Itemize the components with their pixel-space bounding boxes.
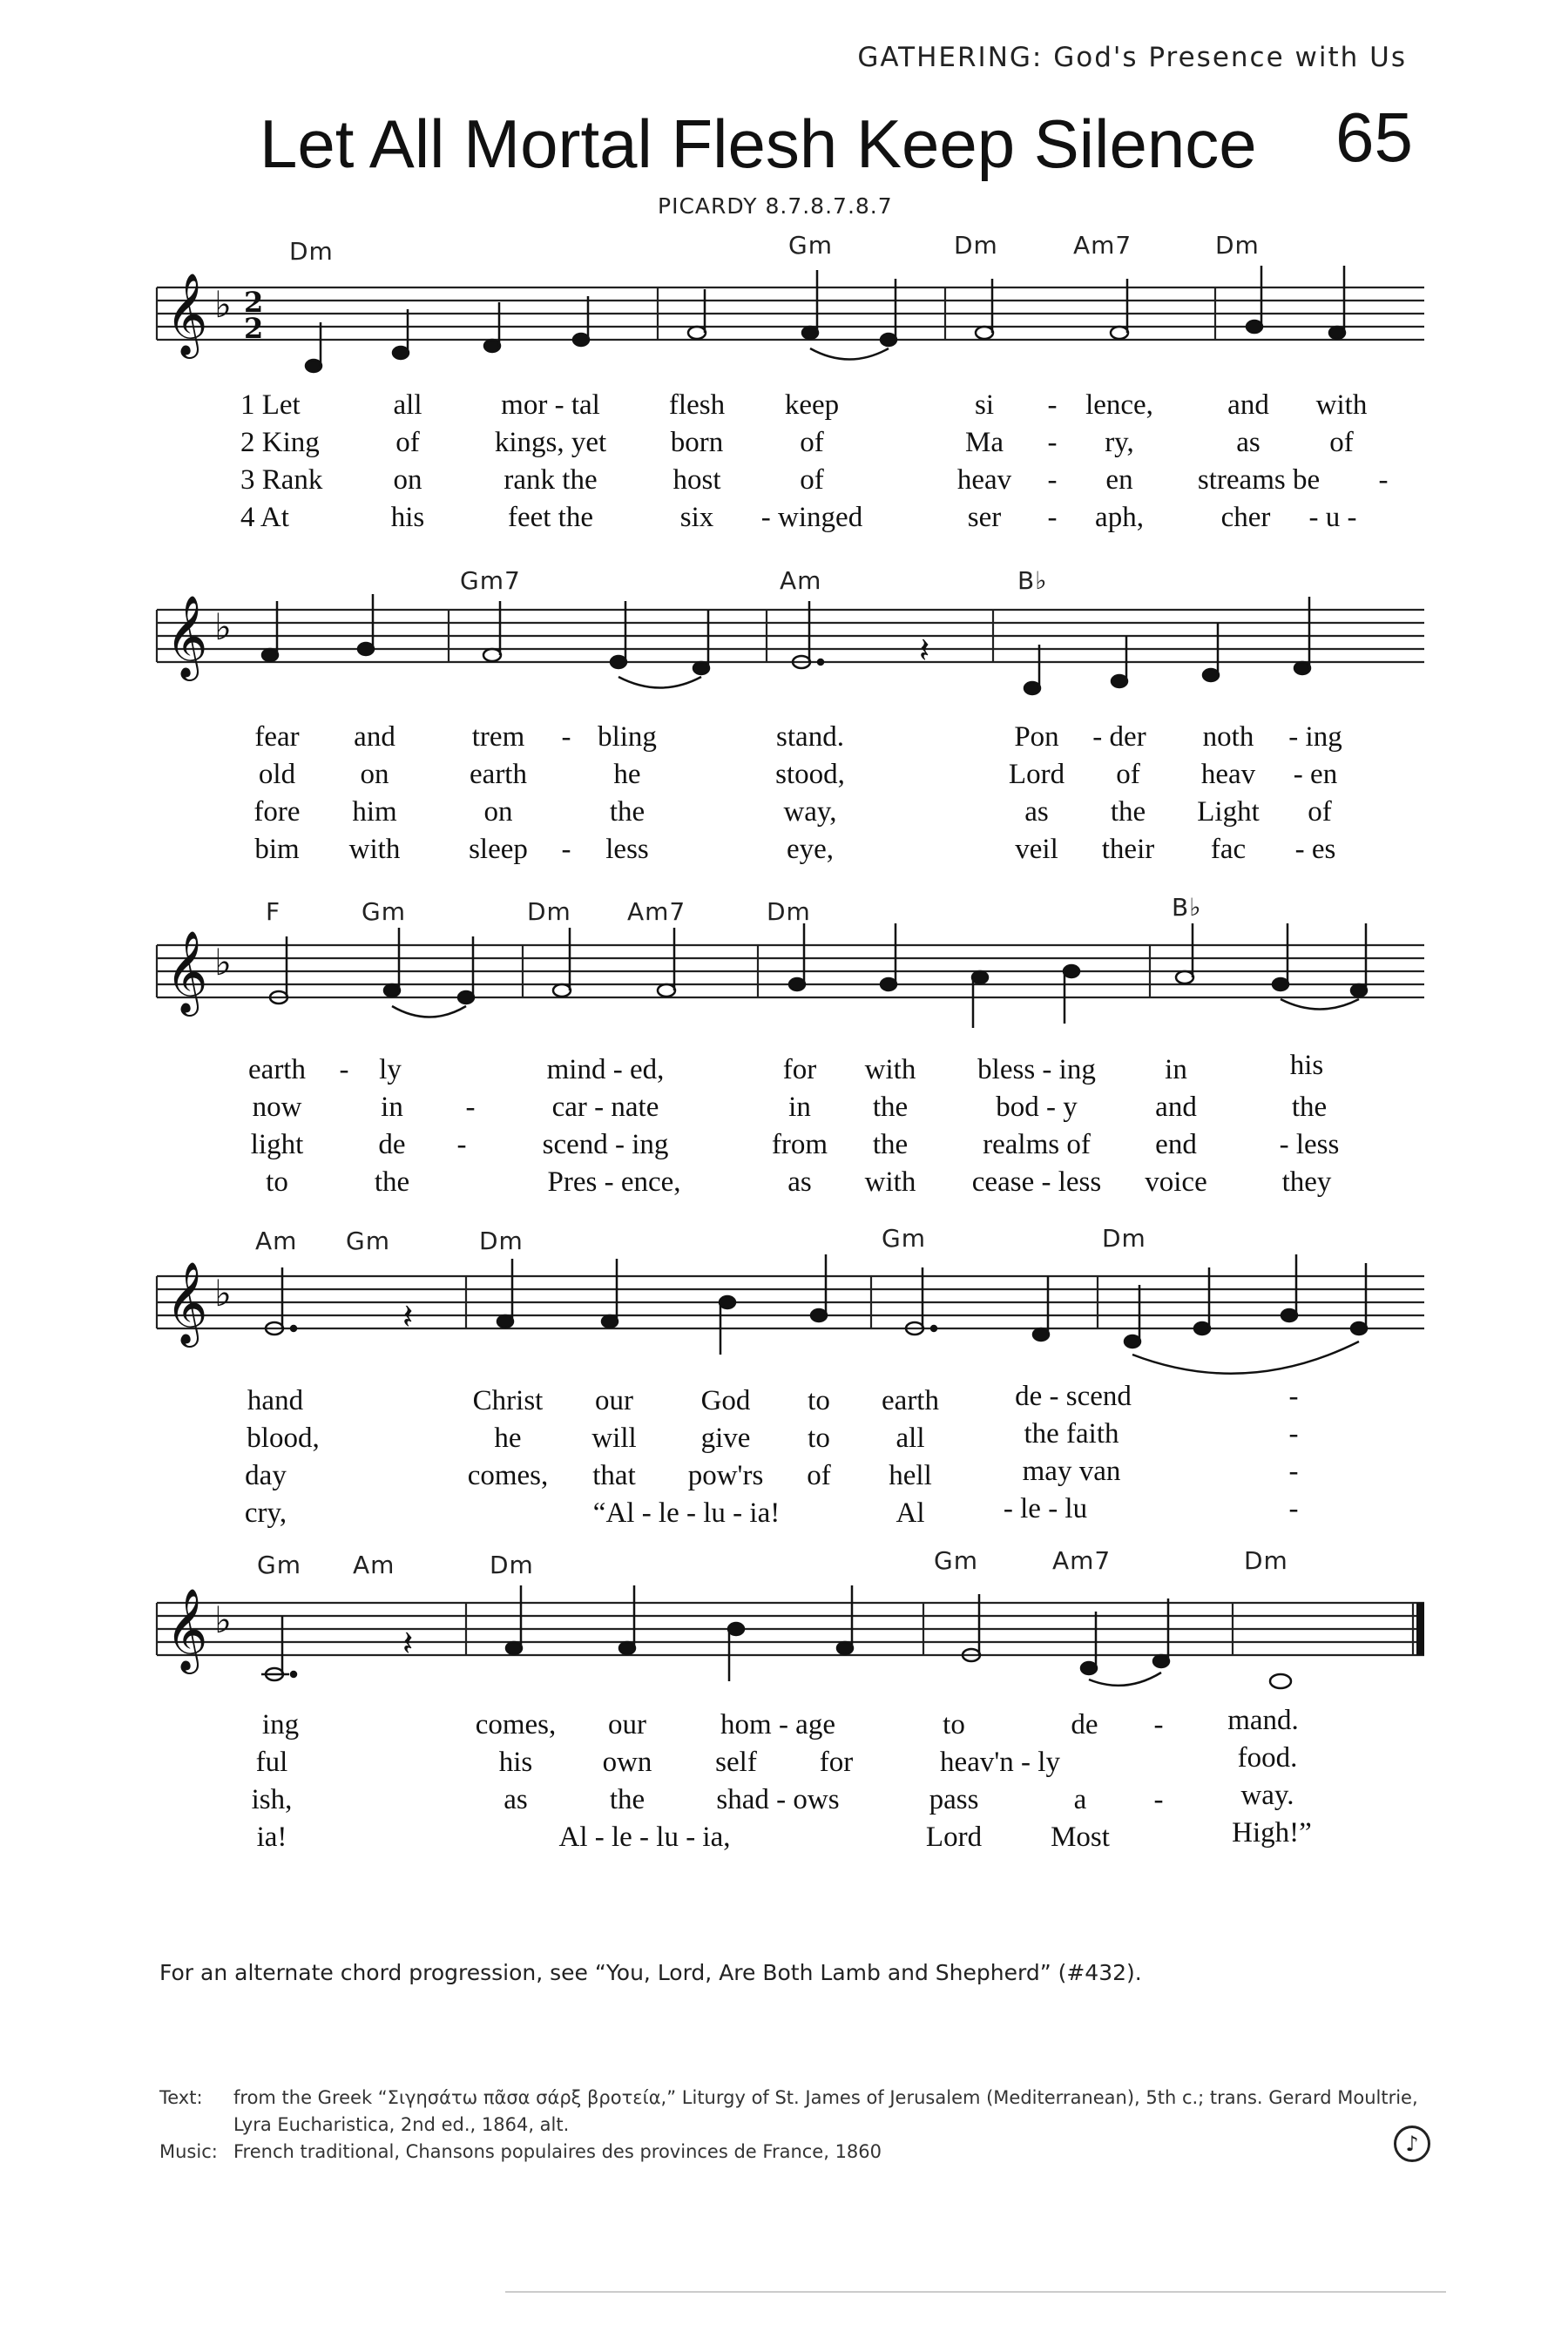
svg-text:♭: ♭ [214,605,232,648]
lyric: the [1291,1092,1328,1123]
lyric: Al - le - lu - ia, [558,1821,731,1853]
lyric: now [252,1092,302,1123]
lyric: his [498,1747,533,1778]
lyric: host [672,464,721,496]
lyric: - [456,1129,467,1160]
lyric: - [339,1054,349,1085]
copyright-icon: ♪ [1394,2126,1430,2162]
chord: Am7 [1052,1546,1112,1575]
lyric: trem [471,721,525,753]
lyric: - [1288,1418,1299,1450]
lyric: 3 Rank [240,464,323,496]
lyric: kings, yet [494,427,607,458]
lyric: earth [882,1385,939,1416]
lyric: fore [253,796,301,828]
chord: Dm [1244,1546,1288,1575]
lyric: of [395,427,420,458]
lyric: of [1308,796,1332,828]
chord: Gm7 [460,566,521,595]
lyric: si [974,389,995,421]
lyric: to [943,1709,965,1740]
hymn-number: 65 [1335,98,1413,176]
lyric: as [787,1166,812,1198]
lyric: de [378,1129,406,1160]
lyric: ser [967,502,1002,533]
lyric: hand [247,1385,304,1416]
lyric: - [465,1092,476,1123]
lyric: born [670,427,724,458]
lyric: - [561,834,571,865]
svg-text:𝄽: 𝄽 [919,631,930,671]
lyric: cher [1220,502,1271,533]
lyric: of [800,427,824,458]
lyric: veil [1015,834,1058,865]
chord: Dm [289,237,334,266]
lyric: on [360,759,389,790]
lyric: - [1153,1709,1164,1740]
lyric: he [494,1423,522,1454]
lyric: our [595,1385,633,1416]
lyric: God [700,1385,751,1416]
lyric: Pres - ence, [547,1166,681,1198]
lyric: pow'rs [687,1460,764,1491]
lyric: Most [1051,1821,1110,1853]
credits [159,2085,1418,2166]
lyric: eye, [786,834,835,865]
credit-text: from the Greek “Σιγησάτω πᾶσα σάρξ βροτεία,” Liturgy of St. James of Jerusalem (Mediterranean), 5th c.; trans. Gerard Moultrie, Lyra Eucharistica, 2nd ed., 1864, alt. [233,2087,1418,2135]
lyric: as [1236,427,1260,458]
lyric: bless - ing [977,1054,1096,1085]
lyric: ful [255,1747,288,1778]
lyric: Lord [1008,759,1065,790]
lyric: Al [896,1497,925,1529]
svg-text:♭: ♭ [214,1598,232,1641]
lyric: fac [1210,834,1247,865]
lyric: give [700,1423,751,1454]
lyric: de [1071,1709,1098,1740]
lyric: voice [1145,1166,1207,1198]
lyric: will [591,1423,637,1454]
chord: B♭ [1172,893,1202,922]
lyric: own [602,1747,652,1778]
lyric: - ing [1288,721,1342,753]
section-label: GATHERING: God's Presence with Us [857,42,1407,73]
chord: Dm [1215,231,1260,260]
lyric: - es [1294,834,1336,865]
lyric: ing [261,1709,300,1740]
lyric: end [1155,1129,1197,1160]
lyric: aph, [1095,502,1144,533]
chord: Am [255,1227,298,1255]
lyric: as [504,1784,528,1815]
lyric: his [390,502,425,533]
lyric: cease - less [971,1166,1102,1198]
lyric: Light [1197,796,1260,828]
svg-text:2: 2 [244,286,264,319]
lyric: - [1288,1456,1299,1487]
lyric: - [1288,1493,1299,1524]
chord: Dm [527,897,571,926]
chord: Dm [767,897,811,926]
lyric: comes, [467,1460,549,1491]
lyric: mand. [1227,1705,1299,1736]
lyric: bim [254,834,300,865]
svg-text:♭: ♭ [214,283,232,326]
lyric: his [1289,1050,1324,1081]
lyric: with [348,834,401,865]
lyric: hell [889,1460,932,1491]
lyric: realms of [983,1129,1091,1160]
lyric: the [1110,796,1146,828]
chord: Gm [882,1224,926,1253]
music-staff-system-4 [148,1250,1429,1416]
lyric: and [354,721,395,753]
lyric: noth [1202,721,1254,753]
lyric: way. [1240,1780,1294,1811]
svg-text:𝄞: 𝄞 [166,273,208,355]
chord: Gm [257,1551,301,1579]
lyric: heav [956,464,1012,496]
chord: Dm [479,1227,524,1255]
lyric: heav'n - ly [940,1747,1060,1778]
lyric: sleep [469,834,528,865]
lyric: for [782,1054,817,1085]
lyric: old [258,759,296,790]
lyric: to [266,1166,288,1198]
lyric: earth [248,1054,306,1085]
lyric: shad - ows [716,1784,840,1815]
lyric: they [1281,1166,1332,1198]
lyric: stood, [775,759,845,790]
lyric: ry, [1105,427,1134,458]
chord: F [266,897,281,926]
lyric: for [819,1747,854,1778]
lyric: blood, [247,1423,320,1454]
svg-text:2: 2 [244,312,264,345]
credit-label: Music: [159,2141,218,2162]
lyric: and [1227,389,1269,421]
lyric: ly [379,1054,402,1085]
lyric: way, [783,796,837,828]
lyric: light [250,1129,304,1160]
lyric: - less [1279,1129,1340,1160]
lyric: - [1047,389,1058,421]
tune-name: PICARDY 8.7.8.7.8.7 [658,193,893,219]
lyric: of [1329,427,1354,458]
svg-text:𝄽: 𝄽 [402,1624,414,1664]
lyric: scend - ing [542,1129,669,1160]
lyric: all [896,1423,925,1454]
lyric: streams be [1197,464,1321,496]
lyric: - [1378,464,1389,496]
lyric: on [483,796,513,828]
chord: Am [780,566,822,595]
lyric: Ma [965,427,1004,458]
bottom-rule [505,2291,1446,2293]
lyric: car - nate [551,1092,659,1123]
lyric: in [381,1092,403,1123]
lyric: with [864,1166,916,1198]
lyric: Christ [472,1385,544,1416]
lyric: fear [254,721,300,753]
chord: Gm [346,1227,390,1255]
lyric: High!” [1232,1817,1312,1848]
lyric: with [864,1054,916,1085]
lyric: less [605,834,649,865]
lyric: the [609,1784,645,1815]
lyric: stand. [776,721,844,753]
lyric: - [1047,464,1058,496]
lyric: 2 King [240,427,320,458]
lyric: mind - ed, [546,1054,665,1085]
credit-label: Text: [159,2087,203,2108]
lyric: - le - lu [1003,1493,1088,1524]
lyric: him [352,796,397,828]
lyric: a [1073,1784,1087,1815]
lyric: “Al - le - lu - ia! [592,1497,781,1529]
lyric: 4 At [240,502,289,533]
lyric: self [715,1747,757,1778]
lyric: as [1024,796,1049,828]
lyric: six [679,502,714,533]
lyric: bling [598,721,657,753]
lyric: the [872,1129,909,1160]
lyric: earth [470,759,527,790]
lyric: bod - y [996,1092,1078,1123]
lyric: food. [1237,1742,1298,1774]
lyric: ish, [251,1784,293,1815]
lyric: heav [1200,759,1256,790]
chord: Gm [934,1546,978,1575]
chord: B♭ [1017,566,1048,595]
lyric: from [771,1129,828,1160]
lyric: - [1153,1784,1164,1815]
lyric: mor - tal [501,389,600,421]
lyric: - en [1293,759,1338,790]
hymn-title: Let All Mortal Flesh Keep Silence [260,105,1257,182]
lyric: that [592,1460,636,1491]
chord: Am7 [1073,231,1132,260]
lyric: day [245,1460,287,1491]
lyric: our [608,1709,646,1740]
lyric: de - scend [1015,1381,1132,1412]
lyric: to [808,1423,830,1454]
lyric: keep [784,389,840,421]
lyric: feet the [507,502,594,533]
lyric: the [872,1092,909,1123]
credit-music: French traditional, Chansons populaires des provinces de France, 1860 [233,2141,882,2162]
lyric: 1 Let [240,389,301,421]
footnote: For an alternate chord progression, see “You, Lord, Are Both Lamb and Shepherd” (#432). [159,1960,1142,1985]
lyric: in [1165,1054,1187,1085]
lyric: he [613,759,641,790]
lyric: rank the [504,464,598,496]
lyric: with [1315,389,1368,421]
lyric: en [1105,464,1133,496]
lyric: pass [929,1784,979,1815]
lyric: and [1155,1092,1197,1123]
lyric: - der [1092,721,1146,753]
chord: Dm [1102,1224,1146,1253]
lyric: to [808,1385,830,1416]
svg-text:𝄞: 𝄞 [166,1588,208,1671]
lyric: Lord [925,1821,983,1853]
lyric: comes, [475,1709,557,1740]
lyric: - [561,721,571,753]
lyric: the faith [1024,1418,1119,1450]
lyric: the [374,1166,410,1198]
credit-row-text [159,2085,1418,2139]
chord: Am7 [627,897,686,926]
lyric: all [393,389,422,421]
svg-text:𝄽: 𝄽 [402,1297,414,1337]
lyric: on [393,464,422,496]
lyric: lence, [1085,389,1153,421]
lyric: their [1101,834,1155,865]
lyric: - [1047,427,1058,458]
chord: Dm [490,1551,534,1579]
svg-text:𝄞: 𝄞 [166,595,208,678]
lyric: - [1047,502,1058,533]
svg-text:𝄞: 𝄞 [166,930,208,1013]
lyric: of [807,1460,831,1491]
lyric: - u - [1308,502,1357,533]
lyric: hom - age [720,1709,835,1740]
lyric: may van [1022,1456,1121,1487]
svg-text:𝄞: 𝄞 [166,1261,208,1344]
lyric: flesh [668,389,726,421]
chord: Gm [788,231,833,260]
chord: Gm [362,897,406,926]
lyric: cry, [244,1497,287,1529]
svg-text:♭: ♭ [214,941,232,983]
chord: Am [353,1551,395,1579]
chord: Dm [954,231,998,260]
lyric: - winged [760,502,863,533]
lyric: ia! [256,1821,287,1853]
lyric: in [788,1092,811,1123]
lyric: of [1116,759,1140,790]
lyric: - [1288,1381,1299,1412]
lyric: of [800,464,824,496]
lyric: Pon [1014,721,1059,753]
svg-text:♭: ♭ [214,1272,232,1315]
credit-row-music [159,2139,1418,2166]
lyric: the [609,796,645,828]
